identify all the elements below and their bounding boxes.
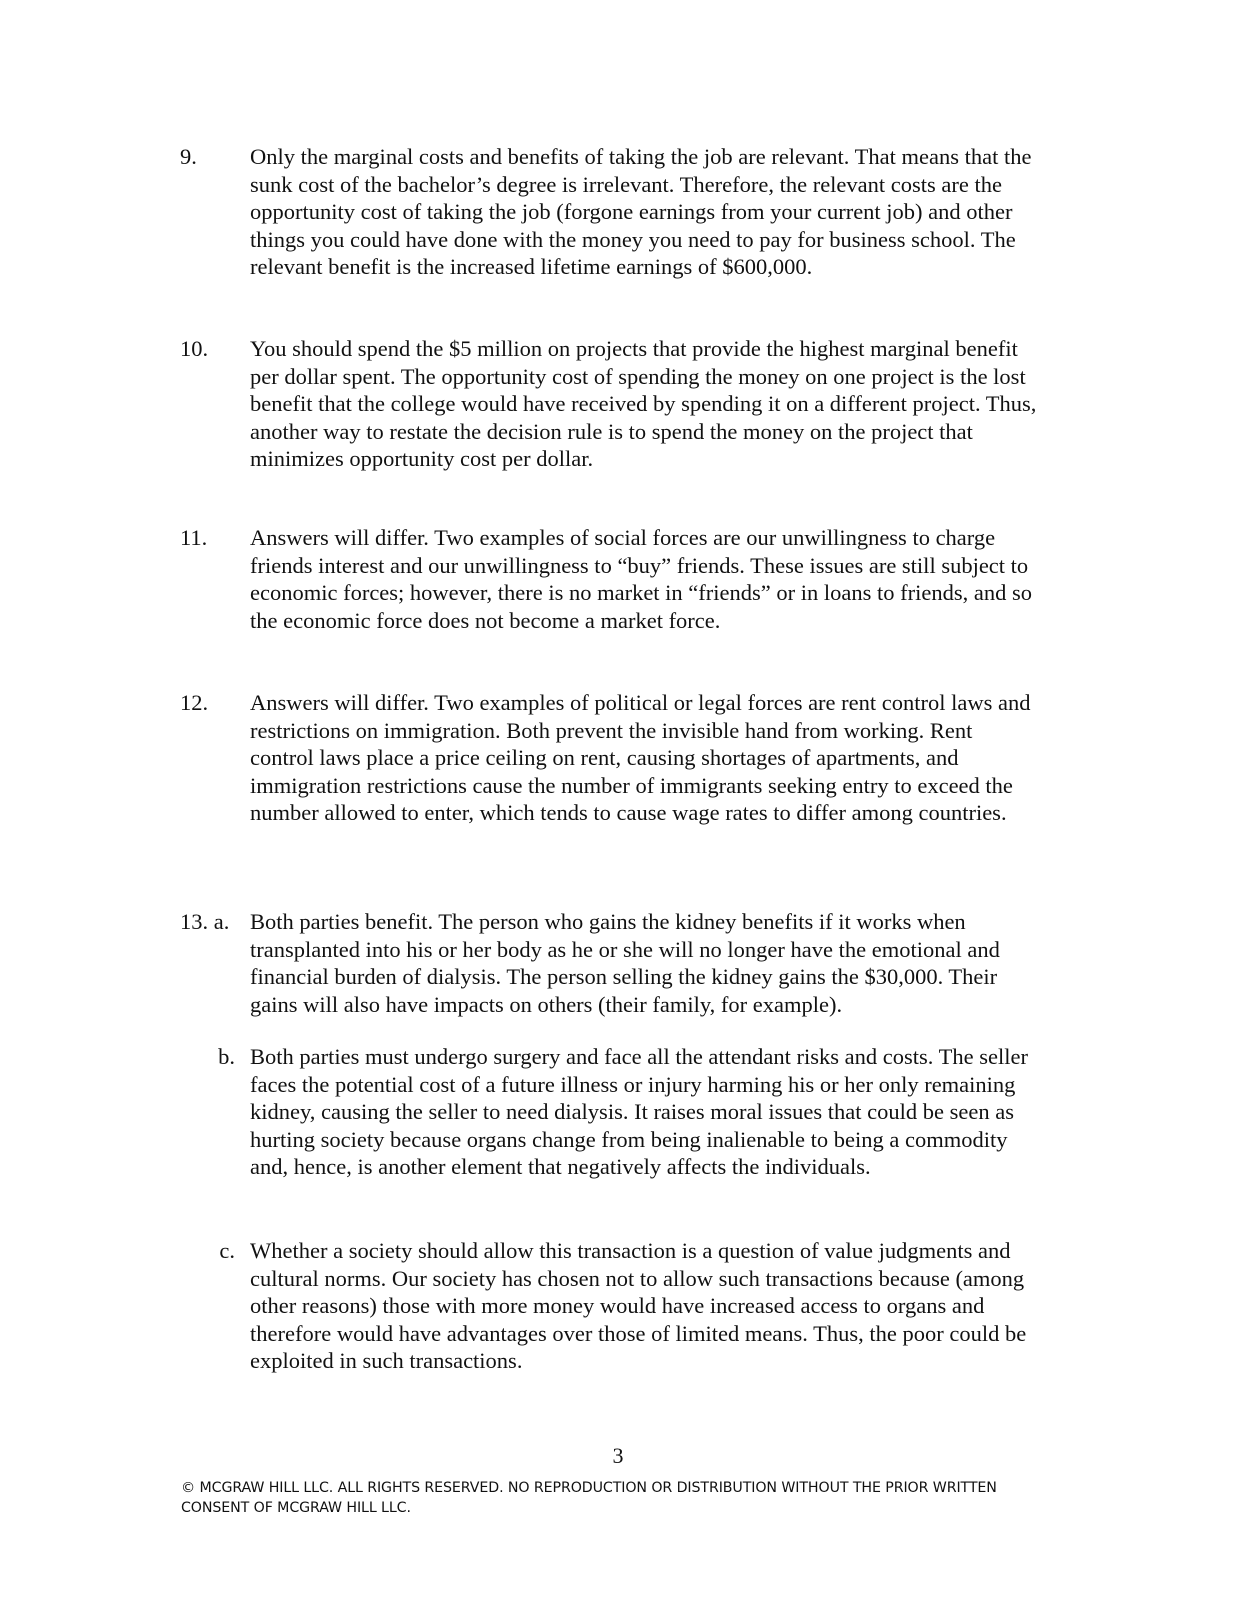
answer-10 [180,335,1060,473]
answer-11 [180,524,1060,634]
answer-text: Both parties must undergo surgery and face all the attendant risks and costs. The seller faces the potential cost of a future illness or injury harming his or her only remaining kidney, causing the seller to need dialysis. It raises moral issues that could be seen as hurting society because organs change from being inalienable to being a commodity and, hence, is another element that negatively affects the individuals. [250,1044,1028,1180]
answer-number: b. [218,1044,235,1069]
answer-text: Both parties benefit. The person who gains the kidney benefits if it works when transplanted into his or her body as he or she will no longer have the emotional and financial burden of dialysis. The person selling the kidney gains the $30,000. Their gains will also have impacts on others (their family, for example). [250,909,1000,1017]
answer-text: Answers will differ. Two examples of social forces are our unwillingness to charge friends interest and our unwillingness to “buy” friends. These issues are still subject to economic forces; however, there is no market in “friends” or in loans to friends, and so the economic force does not become a market force. [250,525,1032,633]
answer-9 [180,143,1060,281]
answer-13c [180,1237,1060,1375]
copyright-footer: © MCGRAW HILL LLC. ALL RIGHTS RESERVED. NO REPRODUCTION OR DISTRIBUTION WITHOUT THE PRIOR WRITTEN CONSENT OF MCGRAW HILL LLC. [181,1480,997,1516]
answer-number: c. [219,1238,235,1263]
answer-number: 9. [180,144,197,169]
answer-text: Answers will differ. Two examples of political or legal forces are rent control laws and restrictions on immigration. Both prevent the invisible hand from working. Rent control laws place a price ceiling on rent, causing shortages of apartments, and immigration restrictions cause the number of immigrants seeking entry to exceed the number allowed to enter, which tends to cause wage rates to differ among countries. [250,690,1031,826]
answer-13b [180,1043,1060,1181]
answer-number: 11. [180,525,208,550]
answer-12 [180,689,1060,827]
answer-text: Whether a society should allow this transaction is a question of value judgments and cultural norms. Our society has chosen not to allow such transactions because (among other reasons) those with more money would have increased access to organs and therefore would have advantages over those of limited means. Thus, the poor could be exploited in such transactions. [250,1238,1027,1374]
page-number: 3 [612,1443,624,1468]
answer-text: You should spend the $5 million on projects that provide the highest marginal benefit per dollar spent. The opportunity cost of spending the money on one project is the lost benefit that the college would have received by spending it on a different project. Thus, another way to restate the decision rule is to spend the money on the project that minimizes opportunity cost per dollar. [250,336,1037,472]
answer-number: 13. a. [180,909,230,934]
answer-13a [180,908,1060,1018]
answer-number: 12. [180,690,209,715]
answer-text: Only the marginal costs and benefits of taking the job are relevant. That means that the sunk cost of the bachelor’s degree is irrelevant. Therefore, the relevant costs are the opportunity cost of taking the job (forgone earnings from your current job) and other things you could have done with the money you need to pay for business school. The relevant benefit is the increased lifetime earnings of $600,000. [250,144,1032,280]
answer-number: 10. [180,336,209,361]
